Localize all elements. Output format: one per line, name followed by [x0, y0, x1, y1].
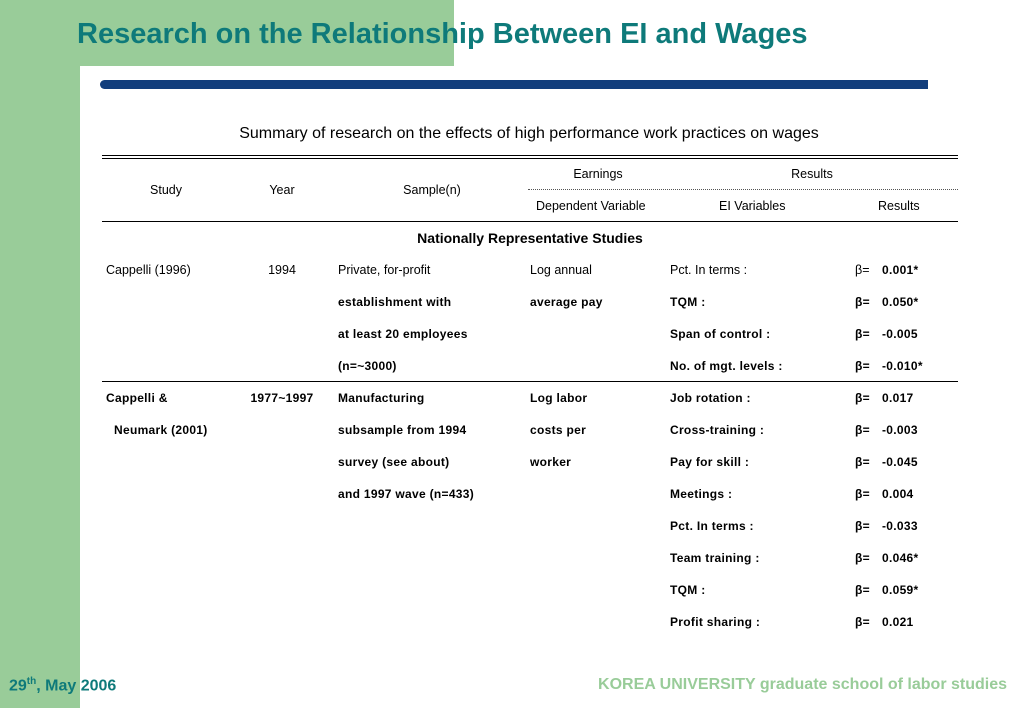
footer-institution: KOREA UNIVERSITY graduate school of labor studies — [598, 676, 1007, 693]
result-value: 0.004 — [882, 487, 914, 501]
footer-date-rest: , May 2006 — [36, 677, 117, 695]
result-value: 0.046* — [882, 551, 919, 565]
result-value: -0.045 — [882, 455, 918, 469]
result-value: 0.001* — [882, 263, 919, 277]
ei-variable: Meetings : — [670, 487, 733, 501]
table-top-rule — [102, 155, 958, 156]
header-results-group: Results — [791, 167, 833, 181]
sample-line: establishment with — [338, 295, 452, 309]
ei-variable: Team training : — [670, 551, 760, 565]
beta-symbol: β= — [855, 519, 870, 533]
header-dotted-rule — [528, 189, 958, 190]
beta-symbol: β= — [855, 263, 870, 277]
dependent-variable-line: Log labor — [530, 391, 588, 405]
header-sample: Sample(n) — [403, 183, 461, 197]
study-name: Neumark (2001) — [114, 423, 208, 437]
table-top-rule-double — [102, 158, 958, 159]
header-study: Study — [150, 183, 182, 197]
beta-symbol: β= — [855, 583, 870, 597]
ei-variable: TQM : — [670, 583, 706, 597]
result-value: 0.050* — [882, 295, 919, 309]
header-dependent-variable: Dependent Variable — [536, 199, 646, 213]
study-year: 1977~1997 — [250, 391, 314, 405]
result-value: 0.017 — [882, 391, 914, 405]
result-value: -0.010* — [882, 359, 923, 373]
sample-line: subsample from 1994 — [338, 423, 467, 437]
header-results: Results — [878, 199, 920, 213]
result-value: 0.059* — [882, 583, 919, 597]
beta-symbol: β= — [855, 423, 870, 437]
footer-date — [9, 676, 116, 695]
ei-variable: TQM : — [670, 295, 706, 309]
footer-date-ordinal: th — [26, 676, 37, 687]
green-side-band — [0, 0, 80, 708]
beta-symbol: β= — [855, 487, 870, 501]
sample-line: Manufacturing — [338, 391, 425, 405]
dependent-variable-line: costs per — [530, 423, 587, 437]
sample-line: (n=~3000) — [338, 359, 397, 373]
ei-variable: Pct. In terms : — [670, 263, 748, 277]
content-panel — [80, 66, 1023, 708]
ei-variable: Cross-training : — [670, 423, 765, 437]
sample-line: survey (see about) — [338, 455, 450, 469]
ei-variable: No. of mgt. levels : — [670, 359, 783, 373]
dependent-variable-line: Log annual — [530, 263, 592, 277]
beta-symbol: β= — [855, 295, 870, 309]
study-year: 1994 — [268, 263, 296, 277]
slide-title: Research on the Relationship Between EI and Wages — [77, 18, 808, 50]
header-year: Year — [269, 183, 295, 197]
result-value: -0.005 — [882, 327, 918, 341]
beta-symbol: β= — [855, 615, 870, 629]
table-caption: Summary of research on the effects of high performance work practices on wages — [239, 125, 819, 142]
title-underline-bar — [100, 80, 928, 89]
beta-symbol: β= — [855, 455, 870, 469]
ei-variable: Profit sharing : — [670, 615, 761, 629]
beta-symbol: β= — [855, 391, 870, 405]
sample-line: at least 20 employees — [338, 327, 468, 341]
header-earnings: Earnings — [573, 167, 623, 181]
dependent-variable-line: worker — [530, 455, 572, 469]
result-value: 0.021 — [882, 615, 914, 629]
study-name: Cappelli (1996) — [106, 263, 191, 277]
sample-line: Private, for-profit — [338, 263, 431, 277]
ei-variable: Job rotation : — [670, 391, 751, 405]
ei-variable: Span of control : — [670, 327, 771, 341]
header-ei-variables: EI Variables — [719, 199, 786, 213]
beta-symbol: β= — [855, 359, 870, 373]
beta-symbol: β= — [855, 327, 870, 341]
footer-date-day: 29 — [9, 677, 27, 695]
beta-symbol: β= — [855, 551, 870, 565]
result-value: -0.033 — [882, 519, 918, 533]
ei-variable: Pct. In terms : — [670, 519, 754, 533]
ei-variable: Pay for skill : — [670, 455, 750, 469]
result-value: -0.003 — [882, 423, 918, 437]
header-bottom-rule — [102, 221, 958, 222]
section-title: Nationally Representative Studies — [417, 230, 643, 246]
sample-line: and 1997 wave (n=433) — [338, 487, 475, 501]
study-separator-rule — [102, 381, 958, 382]
dependent-variable-line: average pay — [530, 295, 603, 309]
study-name: Cappelli & — [106, 391, 168, 405]
